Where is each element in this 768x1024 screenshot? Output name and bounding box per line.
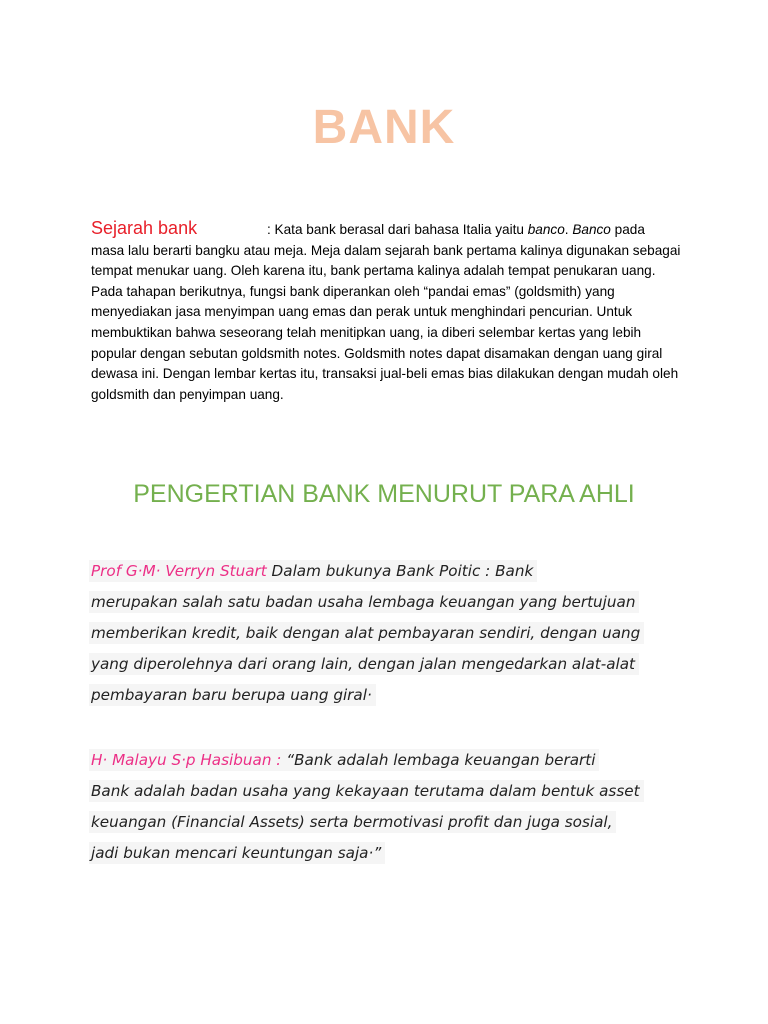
quote-text: Bank adalah badan usaha yang kekayaan terutama dalam bentuk asset — [89, 780, 644, 802]
term-banco: banco — [527, 222, 565, 237]
quote-text: Dalam bukunya Bank Poitic : Bank — [266, 562, 534, 580]
section-title: PENGERTIAN BANK MENURUT PARA AHLI — [133, 480, 635, 508]
quote-line — [89, 776, 644, 807]
quote-text: memberikan kredit, baik dengan alat pembayaran sendiri, dengan uang — [89, 622, 644, 644]
quote-line — [89, 618, 644, 649]
quote-author: H· Malayu S·p Hasibuan : — [91, 751, 282, 769]
sejarah-paragraph — [91, 218, 681, 405]
quote-line — [89, 838, 644, 869]
quote-text: yang diperolehnya dari orang lain, dengan jalan mengedarkan alat-alat — [89, 653, 639, 675]
quote-line — [89, 587, 644, 618]
quote-text: keuangan (Financial Assets) serta bermotivasi profit dan juga sosial, — [89, 811, 616, 833]
page-title: BANK — [312, 101, 456, 154]
quote-line — [89, 807, 644, 838]
quote-line — [89, 556, 644, 587]
sejarah-body: pada masa lalu berarti bangku atau meja. Meja dalam sejarah bank pertama kalinya digunakan sebagai tempat menukar uang. Oleh karena itu, bank pertama kalinya adalah tempat penukaran uang. Pada tahapan berikutnya, fungsi bank diperankan oleh “pandai emas” (goldsmith) yang menyediakan jasa menyimpan uang emas dan perak untuk menghindari pencurian. Untuk membuktikan bahwa seseorang telah menitipkan uang, ia diberi selembar kertas yang lebih popular dengan sebutan goldsmith notes. Goldsmith notes dapat disamakan dengan uang giral dewasa ini. Dengan lembar kertas itu, transaksi jual-beli emas bias dilakukan dengan mudah oleh goldsmith dan penyimpan uang. — [91, 222, 681, 402]
quote-text: “Bank adalah lembaga keuangan berarti — [281, 751, 596, 769]
term-banco-capital: Banco — [572, 222, 611, 237]
sejarah-intro: : Kata bank berasal dari bahasa Italia yaitu — [267, 222, 528, 237]
quote-line — [89, 649, 644, 680]
sejarah-sep: . — [564, 222, 573, 237]
quote-line — [89, 680, 644, 711]
quote-hasibuan — [89, 745, 644, 869]
quote-verryn-stuart — [89, 556, 644, 711]
quote-line — [89, 745, 644, 776]
sejarah-heading: Sejarah bank — [91, 218, 198, 238]
quote-text: pembayaran baru berupa uang giral· — [89, 684, 376, 706]
quote-author: Prof G·M· Verryn Stuart — [91, 562, 267, 580]
quote-text: jadi bukan mencari keuntungan saja·” — [89, 842, 385, 864]
quote-text: merupakan salah satu badan usaha lembaga keuangan yang bertujuan — [89, 591, 639, 613]
